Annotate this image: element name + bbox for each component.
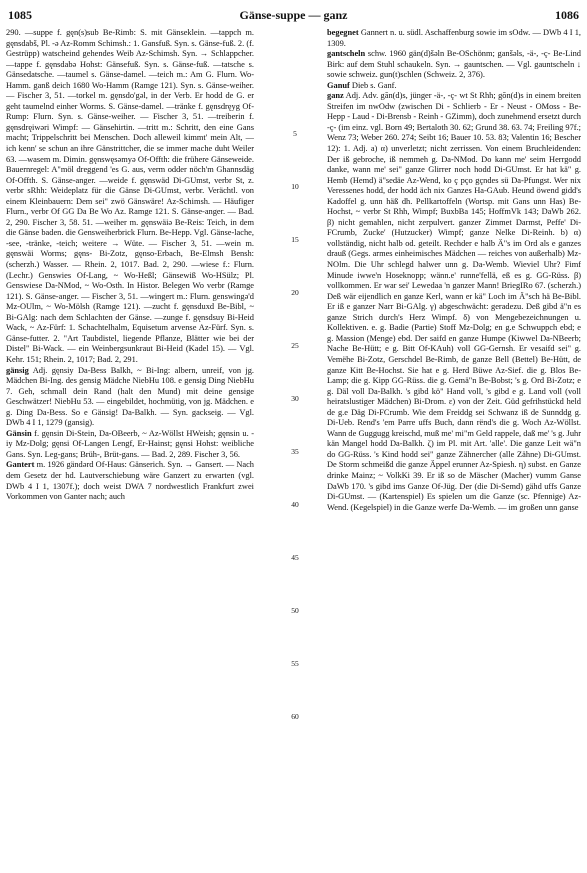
line-number: 45 bbox=[291, 553, 299, 562]
line-number: 10 bbox=[291, 182, 299, 191]
entry-ganuf: Ganuf Dieb s. Ganf. bbox=[327, 80, 397, 90]
entry-gaensig: gänsig Adj. gęnsiy Da-Bess Balkh, ~ Bi-Ing: albern, unreif, von jg. Mädchen Bi-Ing. des gensig Mädche NiebHu 108. e gensig Ding NiebHu 7. Geh, schmall dein Rand (halt den Mund) mit deine gensige Geschwätzer! NiebHu 53. — eingebildet, hochmütig, von jg. Mädchen. e g. Ding Da-Bess. So e Gänsig! Da-Balkh. — Syn. gackseig. — Vgl. DWb 4 I 1, 1279 (gansig). bbox=[6, 365, 254, 428]
right-column bbox=[327, 28, 581, 868]
entry-gantscheln: gantscheln schw. 1960 gän(d)šəln Be-OSchönm; ganšəls, -ä-, -ç- Be-Lind Birk: auf dem Stuhl schaukeln. Syn. → gauntschen. — Vgl. gauntscheln ↓ sowie schweiz. gun(t)schlen (Schweiz. 2, 376). bbox=[327, 49, 581, 80]
line-number: 5 bbox=[293, 129, 297, 138]
entry-gaense-compounds: 290. —suppe f. gęn(s)sub Be-Rimb: S. mit Gänseklein. —tappch m. gęnsdabš, Pl. -ə Az-Romm Schimsh.: 1. Gansfuß. Syn. s. Gänse-fuß. 2. (f. Gestrüpp) watscheind gehendes Weib Az-Schimsh. Syn. → Schlappcher. —tappe f. gęnsdabə Hohst: Gänsefuß. Syn. s. Gänse-fuß. —tatsche s. Gänsedatsche. —taumel s. Gänse-damel. —teich m.: Am G. Flurn. Wo-Hamm. ganß deich 1680 Wo-Hamm (Ramge 121). Syn. s. Gänse-weiher. — Fischer 3, 51. —torkel m. gęnsdo'gəl, in der Verb. Er hodd de G. er geht taumelnd einher Worms. S. Gänse-damel. —tränke f. gęnsdręyg Of-Rump: Flurn. Syn. s. Gänse-weiher. — Fischer 3, 51. —treiberin f. gęnsdręiwəri Wimpf: — Gänsehirtin. —tritt m.: Schritt, den eine Gans macht; Trippelschritt bei Menschen. Doch alleweil kimmt' mein Alt, — ich kenn' se schun an ihre Gänstrittcher, die se immer mache duht Weiler 63. —wasem m. Dimin. gęnswęsəmyə Of-Offth: die frühere Gänseweide. Bauernregel: A"möl dreggend 'es G. aus, verm odder nöch'm Ghannsdäg Of-Offth. S. Gänse-anger. —weide f. gęnswäd Di-GUmst, verbr St, z. verbr sRhh: Weideplatz für die Gänse Di-GUmst, verbr. Verächtl. von einem Kleinbauern: Dem sei" zwö Gänswäre! Az-Schimsh. — Häufiger Flurn., verbr Of GG Da Be Wo Az. Ramge 121. S. Gänse-anger. — Bad. 2, 290. Fischer 3, 58. 51. —weiher m. gęnswäiə Be-Reis: Teich, in dem die Gänse baden. die Gensweiherbrick Flurn. Be-Hepp. Vgl. Gänse-lache, -see, -tränke, -teich; weitere → Wüte. — Fischer 3, 51. —wein m. gęnswäi Worms; gęns- Bi-Zotz, gęnso-Erbach, Be-Elmsh Bensh: (scherzh.) Wasser. — Rhein. 2, 1017. Bad. 2, 290. —wiese f.: Flurn. (Lechr.) Genswies Of-Lang, ~ Wo-Heßl; Gänsewiß Wo-HSülz; Pl. Genswiese Da-NMod, ~ Wo-Osth. In Histor. Belegen Wo verbr (Ramge 121). S. Gänse-anger. — Fischer 3, 51. —wingert m.: Flurn. genswingə'd Mz-OUlm, ~ Wo-Mölsh (Ramge 121). —zucht f. gęnsduxd Be-Bibl, ~ Bi-GAlg: nach dem Schlachten der Gänse. —zunge f. gęnsdsuy Bi-Heid Wack, ~ Az-Fürf: 1. Schachtelhalm, Equisetum arvense Az-Fürf. Syn. s. Gänse-futter. 2. "Art Taubdistel, liegende Pflanze, Blätter wie bei der Distel" Bi-Wack. — ein Weinbergsunkraut Bi-Heid (Kadel 15). — Vgl. Kehr. 151; Rhein. 2, 1017; Bad. 2, 291. bbox=[6, 28, 254, 364]
page-number-right: 1086 bbox=[555, 8, 579, 22]
line-number: 55 bbox=[291, 659, 299, 668]
page-number-left: 1085 bbox=[8, 8, 32, 22]
line-number: 50 bbox=[291, 606, 299, 615]
running-title: Gänse-suppe — ganz bbox=[239, 8, 348, 22]
line-number: 15 bbox=[291, 235, 299, 244]
line-number: 40 bbox=[291, 500, 299, 509]
entry-gannert-continuation: begegnet Gannert n. u. südl. Aschaffenburg sowie im sOdw. — DWb 4 I 1, 1309. bbox=[327, 28, 581, 48]
entry-ganz: ganz Adj. Adv. gān(d)s, jünger -ä-, -ç- wt St Rhh; gōn(d)s in einem breiten Streifen im nwOdw (zwischen Di - Schlierb - Er - Neust - OMoss - Be-Hepp - Laud - Di-Brensb - Reinh - GZimm), doch zunehmend ersetzt durch -ç- (im einz. vgl. Born 49; Bertaloth 30. 62; Grund 38. 63. 74; Freiling 97f.; Wenz 73; Weber 260. 274; Seibt 16; Bauer 10. 53. 83; Valentin 16; Bescher 12): 1. Adj. a) α) unverletzt; nicht zerrissen. Von einem Bruchleidenden: Der iß gebroche, iß nemmeh g. Da-NMod. Do kann me' seim Herrgodd danke, wann me' sei" ganze Glirrer noch hodd Di-GUmst. Er hat kä" g. Hemb (Hemd) ä"sedäe Az-Wend, ko ç pço gçndes sü Da-Pfungst. Wer nix Veressenes hodd, der hodd äch nix Ganzes Ha-GAub. Heund öwend gidd's Kadoffel g. unn häß dh. Pellkartoffeln (Wortsp. mit Gans unn Has) Be-Hochst, ~ verbr St Rhh, Wimpf; BuxbBa 145; HoffmVk 143; DaWb 262. β) nicht gemahlen, nicht zerpulvert. ganzer Zimmet Darmst, Peffe' Di-FCrumb, Zucke' (Hutzucker) Wimpf; ganze Nelke Di-Reinh. b) α) vollständig, nicht halb od. geteilt. Rechder e halb Ä"s im Ord als e ganzes drauß (Gegs. armes einheimisches Mädchen — reiches von außerhalb) Mz-NOlm. Die Uhr schlegd halwer unn g. Da-Wemb. Wieviel Uhr? Fimf Minude iwwe'n Hoseknopp; wänn.e' runne'fellä, eß es g. GG-Rüss. β) vollkommen. Er war sei' Lewedaa 'n ganzer Mann! BriegIRo 67. (scherzh.) Deß wär eijendlich en ganze Kerl, wann er kä" Loch im Ä"sch hä Be-Bibl. Er iß e ganzer Narr Bi-GAlg. γ) abgeschwächt: geradezu. Deß gibd ä"n es ganze Strich durch's Herz Wimpf. δ) von Mengebezeichnungen u. Kollektiven. e. g. Badie (Partie) Stoff Mz-Dolg; en g.e Schwuppch ebd; e g. Massion (Menge) ebd. Der saifd en ganze Humpe (Kiwwel Da-NBeerb; Nache Be-Hütt; e g. Bitt Of-KAuh) voll GG-Gernsh. Er vesaifd sei" g. Vemëhe Bi-Zotz, Gerschdel Be-Rimb, de ganze Bell (Bettel) Be-Hütt, de ganze Kitt Be-Hochst. Sie hat e g. Herd Büwe Az-Sief. die g. Blos Be-Lamp; die g. Kipp GG-Rüss. die g. Gemä"n Be-Bobst; 's g. Ord Bi-Zotz; e g. Däl voll Da-Balkh. 's gibd kö" Hand voll, 's gibd e g. Land voll (voll heiratslustiger Mädchen) Bi-Drom. ε) von der Zeit. Güd gefrihstückd held de g.e Däg Di-FCrumb. Wie dem Freiddg sei Schwanz iß de Sunnddg g. Di-Ueb. Rend's 'em Parre uffs Buch, dann rënd's die g. Woch Az-Wöllst. Wann de Guggugg kreischd, muß me' mi"m Geld rappele, daß me' 's g. Juhr kän Mangel hodd Da-Balkh. ζ) im Pl. mit Art. 'alle'. Die ganze Leit wä"n do GG-Rüss. 's Kind hodd sei" ganze Zähnercher (alle Zähne) Di-GUmst. De Storm schmeißd die ganze Äppel erunner Az-Spiesh. η) subst. en Ganze drinke Mainz; ~ VolkKi 39. Er iß so de Mäscher (Macher) vumm Ganse DaWb 170. 's gibd ims Ganze Of-Jüg. Der (die Di-Semd) gähd uffs Ganze Di-GUmst. — (Kartenspiel) Es spielen um die Ganze (sc. Pfennige) Az-Wend. (Kegelspiel) in die Ganze werfe Da-Wemb. — im großen unn ganse bbox=[327, 91, 581, 512]
entry-gaensin: Gänsin f. gęnsin Di-Stein, Da-OBeerb, ~ Az-Wöllst HWeish; gęnsin u. -iy Mz-Dolg; gęnsi Of-Langen Lengf, Er-Hainst; gęnsi Hohst: weibliche Gans. Syn. Leg-gans; Brüh-, Brüt-gans. — Bad. 2, 289. Fischer 3, 56. bbox=[6, 428, 254, 459]
line-number: 60 bbox=[291, 712, 299, 721]
line-number: 35 bbox=[291, 447, 299, 456]
line-number: 25 bbox=[291, 341, 299, 350]
page-header bbox=[8, 8, 579, 26]
left-column bbox=[6, 28, 254, 868]
line-number: 20 bbox=[291, 288, 299, 297]
entry-gantert: Gantert m. 1926 gändərd Of-Haus: Gänserich. Syn. → Gansert. — Nach dem Gesetz der hd. Lautverschiebung wäre Ganzert zu erwarten (vgl. DWb 4 I 1, 1307f.); doch weist DWA 7 nordwestlich Frankfurt zwei Vorkommen von Ganter nach; auch bbox=[6, 460, 254, 502]
line-number: 30 bbox=[291, 394, 299, 403]
